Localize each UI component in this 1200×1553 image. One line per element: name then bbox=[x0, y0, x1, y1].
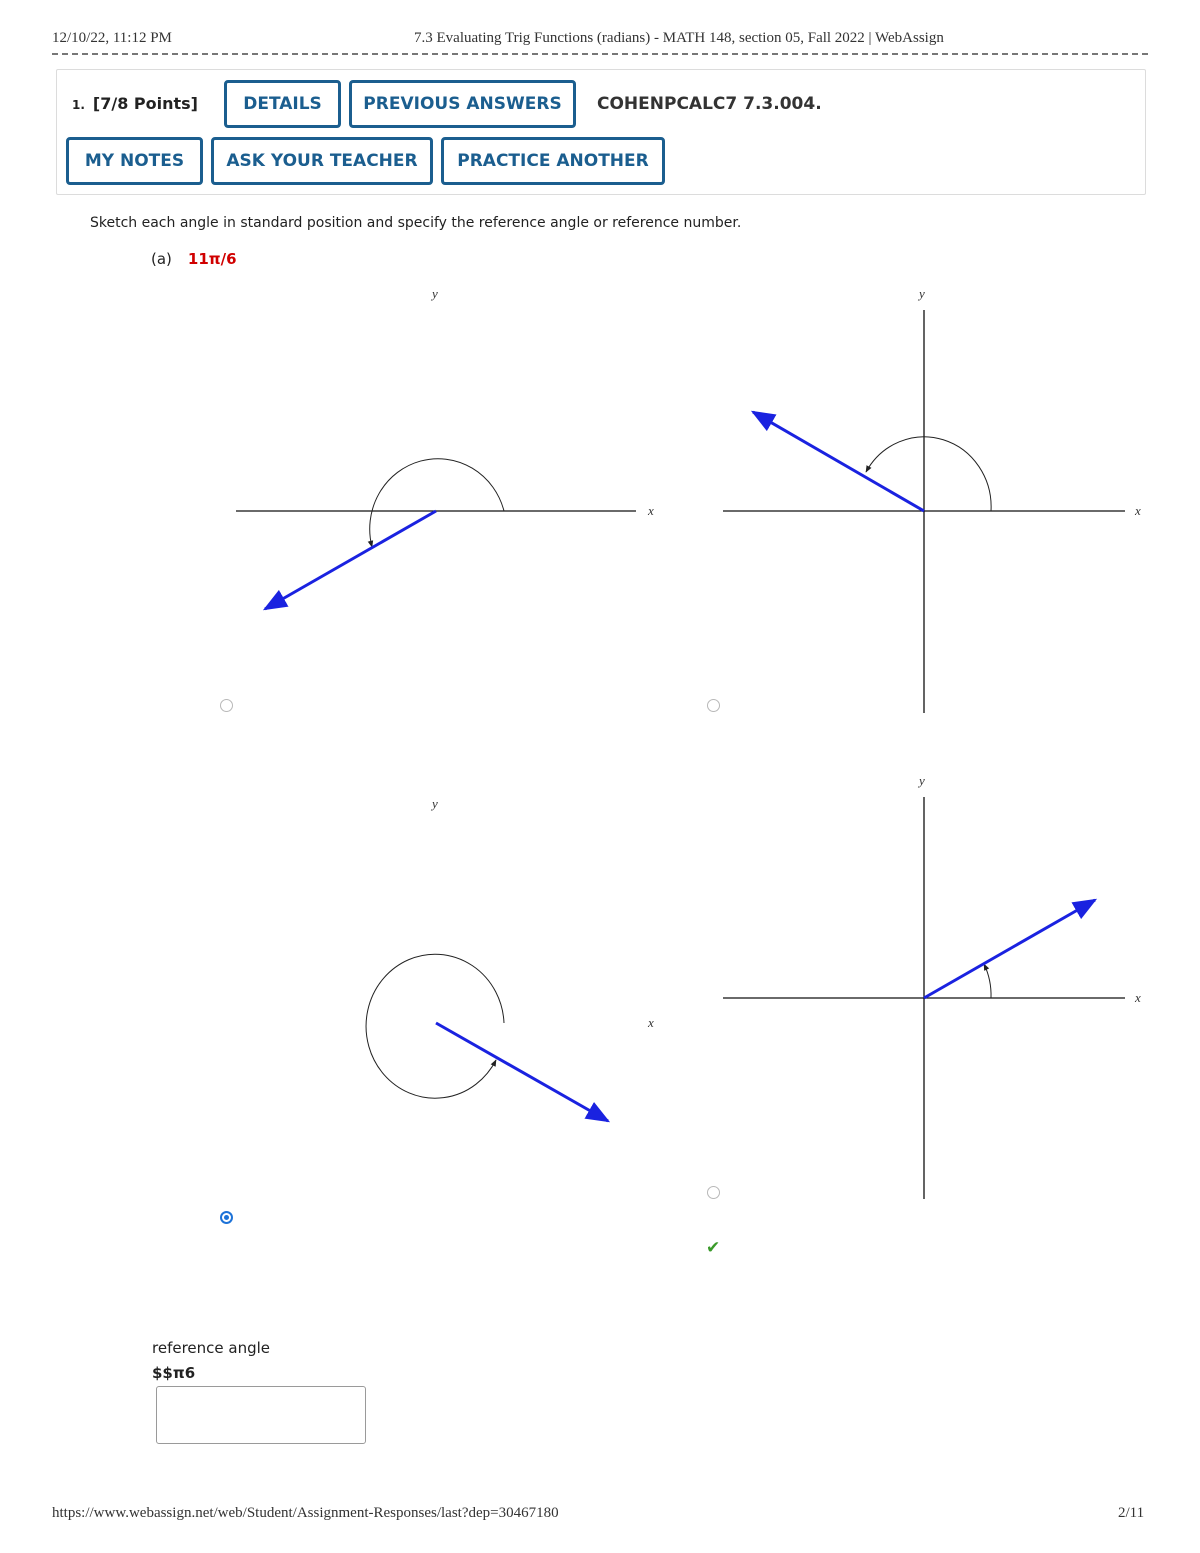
print-datetime: 12/10/22, 11:12 PM bbox=[52, 30, 172, 46]
terminal-side-vector bbox=[265, 511, 436, 609]
question-code: COHENPCALC7 7.3.004. bbox=[597, 94, 822, 114]
correct-check-icon: ✔ bbox=[706, 1238, 721, 1258]
y-axis-label: y bbox=[432, 796, 438, 811]
reference-angle-value: $$π6 bbox=[152, 1364, 196, 1382]
question-index: 1. bbox=[72, 98, 85, 112]
angle-arc bbox=[984, 964, 991, 998]
angle-arc bbox=[366, 954, 504, 1098]
print-url: https://www.webassign.net/web/Student/Assignment-Responses/last?dep=30467180 bbox=[52, 1505, 559, 1521]
graph-option-1 bbox=[236, 286, 654, 609]
y-axis-label: y bbox=[432, 286, 438, 301]
x-axis-label: x bbox=[648, 503, 654, 518]
terminal-side-vector bbox=[753, 412, 924, 511]
radio-option-1[interactable] bbox=[220, 699, 233, 712]
radio-option-2[interactable] bbox=[707, 699, 720, 712]
print-page-number: 2/11 bbox=[1118, 1505, 1145, 1521]
reference-angle-input[interactable] bbox=[156, 1386, 366, 1444]
print-page-title: 7.3 Evaluating Trig Functions (radians) - MATH 148, section 05, Fall 2022 | WebAssign bbox=[414, 30, 944, 46]
graph-option-4 bbox=[723, 773, 1141, 1199]
x-axis-label: x bbox=[648, 1015, 654, 1030]
y-axis-label: y bbox=[919, 286, 925, 301]
part-a-label: (a) bbox=[151, 250, 172, 268]
radio-option-4[interactable] bbox=[707, 1186, 720, 1199]
details-button[interactable]: DETAILS bbox=[224, 80, 341, 128]
terminal-side-vector bbox=[436, 1023, 608, 1121]
terminal-side-vector bbox=[924, 900, 1095, 998]
my-notes-button[interactable]: MY NOTES bbox=[66, 137, 203, 185]
x-axis-label: x bbox=[1135, 503, 1141, 518]
angle-arc bbox=[866, 437, 991, 511]
question-prompt: Sketch each angle in standard position and specify the reference angle or reference number. bbox=[90, 215, 742, 231]
graph-option-2 bbox=[723, 286, 1141, 713]
angle-arc bbox=[370, 459, 504, 547]
graph-option-3 bbox=[366, 796, 654, 1121]
previous-answers-button[interactable]: PREVIOUS ANSWERS bbox=[349, 80, 576, 128]
part-a-angle: 11π/6 bbox=[187, 250, 237, 268]
y-axis-label: y bbox=[919, 773, 925, 788]
ask-your-teacher-button[interactable]: ASK YOUR TEACHER bbox=[211, 137, 433, 185]
question-points: [7/8 Points] bbox=[92, 94, 198, 113]
radio-option-3[interactable] bbox=[220, 1211, 233, 1224]
reference-angle-label: reference angle bbox=[152, 1339, 271, 1357]
x-axis-label: x bbox=[1135, 990, 1141, 1005]
practice-another-button[interactable]: PRACTICE ANOTHER bbox=[441, 137, 665, 185]
